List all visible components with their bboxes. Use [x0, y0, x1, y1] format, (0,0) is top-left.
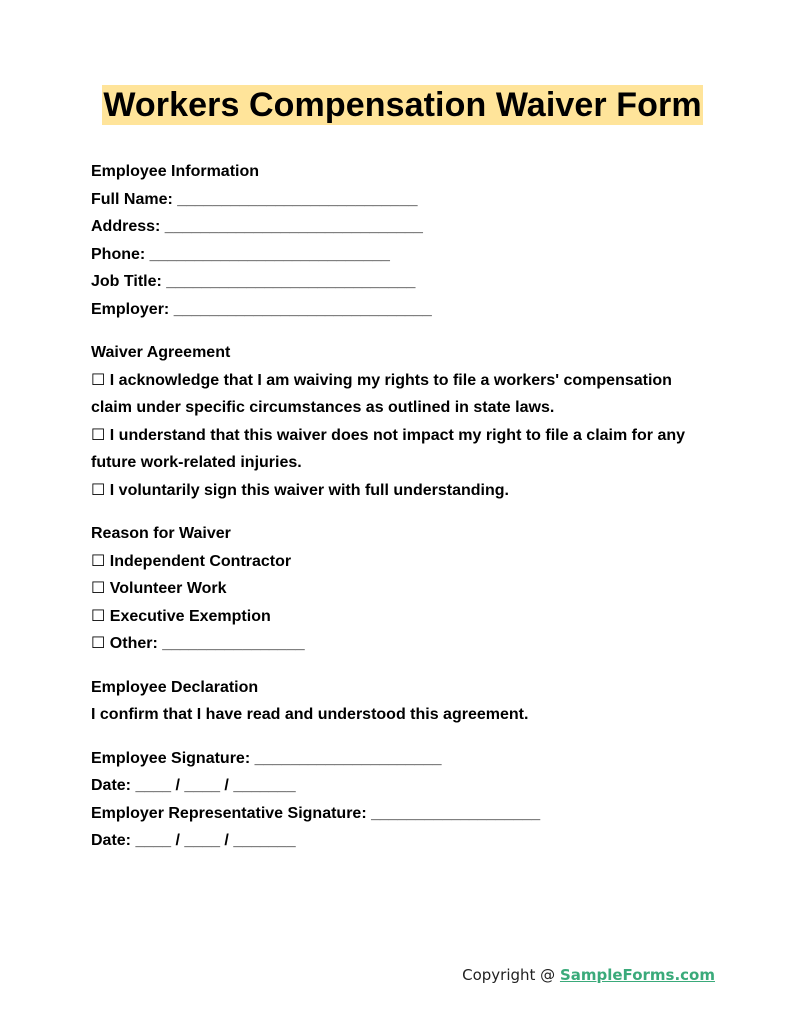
sampleforms-link[interactable]: SampleForms.com: [559, 966, 715, 984]
voluntary-checkbox-item[interactable]: ☐ I voluntarily sign this waiver with full understanding.: [91, 481, 509, 499]
understand-checkbox-item[interactable]: ☐ I understand that this waiver does not impact my right to file a claim for any future work-related injuries.: [91, 426, 686, 471]
form-body: [91, 158, 711, 871]
employer-signature-field[interactable]: Employer Representative Signature: ___________________: [91, 804, 541, 822]
employee-declaration-section: [91, 674, 711, 729]
phone-field[interactable]: Phone: ___________________________: [91, 245, 390, 263]
employee-declaration-heading: Employee Declaration: [91, 678, 259, 696]
employer-date-field[interactable]: Date: ____ / ____ / _______: [91, 832, 296, 849]
employee-information-section: [91, 158, 711, 323]
employee-date-field[interactable]: Date: ____ / ____ / _______: [91, 777, 296, 794]
address-field[interactable]: Address: _____________________________: [91, 218, 423, 235]
employee-information-heading: Employee Information: [91, 163, 260, 180]
volunteer-work-checkbox[interactable]: ☐ Volunteer Work: [91, 580, 227, 597]
reason-for-waiver-section: [91, 520, 711, 658]
executive-exemption-checkbox[interactable]: ☐ Executive Exemption: [91, 607, 271, 625]
waiver-agreement-section: [91, 339, 711, 504]
full-name-field[interactable]: Full Name: ___________________________: [91, 190, 418, 208]
declaration-text: I confirm that I have read and understood this agreement.: [91, 706, 529, 723]
copyright-text: Copyright @: [462, 966, 560, 984]
signatures-section: [91, 745, 711, 855]
page-title: Workers Compensation Waiver Form: [103, 86, 702, 124]
waiver-agreement-heading: Waiver Agreement: [91, 344, 231, 361]
other-reason-checkbox[interactable]: ☐ Other: ________________: [91, 635, 305, 652]
acknowledge-checkbox-item[interactable]: ☐ I acknowledge that I am waiving my rights to file a workers' compensation claim under specific circumstances as outlined in state laws.: [91, 371, 672, 416]
employer-field[interactable]: Employer: _____________________________: [91, 300, 432, 318]
title-container: [0, 85, 805, 125]
reason-for-waiver-heading: Reason for Waiver: [91, 525, 231, 542]
copyright-footer: [462, 966, 715, 984]
independent-contractor-checkbox[interactable]: ☐ Independent Contractor: [91, 552, 292, 570]
job-title-field[interactable]: Job Title: ____________________________: [91, 273, 416, 290]
employee-signature-field[interactable]: Employee Signature: _____________________: [91, 749, 442, 767]
